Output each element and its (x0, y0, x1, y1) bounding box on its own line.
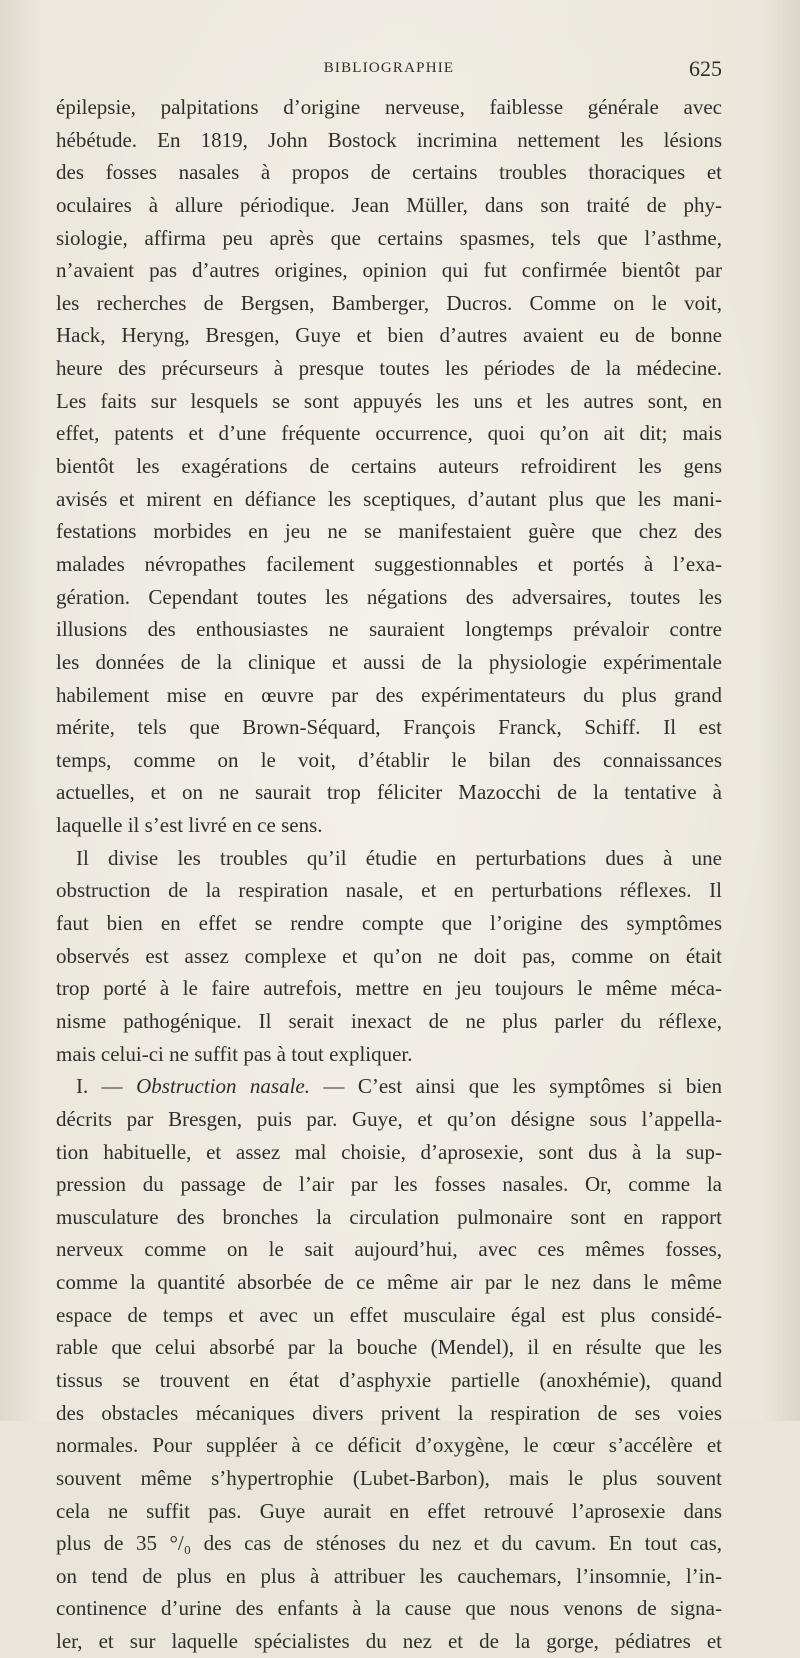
text-line: laquelle il s’est livré en ce sens. (56, 813, 323, 838)
text-line: temps, comme on le voit, d’établir le bilan des connaissances (56, 747, 722, 772)
text-line: trop porté à le faire autrefois, mettre en jeu toujours le même méca- (56, 976, 722, 1001)
text-line: siologie, affirma peu après que certains spasmes, tels que l’asthme, (56, 225, 722, 250)
body-text (56, 91, 722, 1658)
text-line: des fosses nasales à propos de certains troubles thoraciques et (56, 160, 722, 185)
text-line: effet, patents et d’une fréquente occurrence, quoi qu’on ait dit; mais (56, 421, 722, 446)
text-line: habilement mise en œuvre par des expérimentateurs du plus grand (56, 682, 722, 707)
text-line: comme la quantité absorbée de ce même air par le nez dans le même (56, 1270, 722, 1295)
text-line: festations morbides en jeu ne se manifestaient guère que chez des (56, 519, 722, 544)
text-line: Il divise les troubles qu’il étudie en perturbations dues à une (76, 845, 722, 870)
text-line: ler, et sur laquelle spécialistes du nez et de la gorge, pédiatres et (56, 1629, 722, 1654)
section-heading-line (56, 1070, 722, 1103)
text-line: faut bien en effet se rendre compte que l’origine des symptômes (56, 911, 722, 936)
text-line: souvent même s’hypertrophie (Lubet-Barbon), mais le plus souvent (56, 1465, 722, 1490)
text-line: Hack, Heryng, Bresgen, Guye et bien d’autres avaient eu de bonne (56, 323, 722, 348)
text-line: oculaires à allure périodique. Jean Müller, dans son traité de phy- (56, 192, 722, 217)
text-line: normales. Pour suppléer à ce déficit d’oxygène, le cœur s’accélère et (56, 1433, 722, 1458)
text-line: épilepsie, palpitations d’origine nerveuse, faiblesse générale avec (56, 95, 722, 119)
text-line: heure des précurseurs à presque toutes les périodes de la médecine. (56, 356, 722, 381)
text-line: continence d’urine des enfants à la cause que nous venons de signa- (56, 1596, 722, 1621)
text-line: tion habituelle, et assez mal choisie, d’aprosexie, sont dus à la sup- (56, 1139, 722, 1164)
running-head (56, 56, 722, 80)
text-line: gération. Cependant toutes les négations des adversaires, toutes les (56, 584, 722, 609)
text-line: tissus se trouvent en état d’asphyxie partielle (anoxhémie), quand (56, 1367, 722, 1392)
text-line: nerveux comme on le sait aujourd’hui, avec ces mêmes fosses, (56, 1237, 722, 1262)
section-heading-rest: — C’est ainsi que les symptômes si bien (309, 1074, 722, 1099)
section-title: Obstruction nasale. (136, 1074, 310, 1099)
paragraph-3-obstruction-nasale (56, 1070, 722, 1658)
text-line: n’avaient pas d’autres origines, opinion qui fut confirmée bientôt par (56, 258, 722, 283)
text-line: rable que celui absorbé par la bouche (Mendel), il en résulte que les (56, 1335, 722, 1360)
text-line: des obstacles mécaniques divers privent la respiration de ses voies (56, 1400, 722, 1425)
text-line: bientôt les exagérations de certains auteurs refroidirent les gens (56, 454, 722, 479)
text-line: plus de 35 °/₀ des cas de sténoses du nez et du cavum. En tout cas, (56, 1531, 722, 1556)
text-line: espace de temps et avec un effet musculaire égal est plus considé- (56, 1302, 722, 1327)
text-line: nisme pathogénique. Il serait inexact de ne plus parler du réflexe, (56, 1008, 722, 1033)
text-line: on tend de plus en plus à attribuer les cauchemars, l’insomnie, l’in- (56, 1563, 722, 1588)
text-line: Les faits sur lesquels se sont appuyés les uns et les autres sont, en (56, 388, 722, 413)
paragraph-2 (56, 842, 722, 1070)
text-line: pression du passage de l’air par les fosses nasales. Or, comme la (56, 1172, 722, 1197)
text-line: cela ne suffit pas. Guye aurait en effet retrouvé l’aprosexie dans (56, 1498, 722, 1523)
text-line: mais celui-ci ne suffit pas à tout expliquer. (56, 1041, 413, 1066)
text-line: malades névropathes facilement suggestionnables et portés à l’exa- (56, 551, 722, 576)
text-line: observés est assez complexe et qu’on ne doit pas, comme on était (56, 943, 722, 968)
text-line: illusions des enthousiastes ne sauraient longtemps prévaloir contre (56, 617, 722, 642)
text-line: décrits par Bresgen, puis par. Guye, et qu’on désigne sous l’appella- (56, 1106, 722, 1131)
text-line: musculature des bronches la circulation pulmonaire sont en rapport (56, 1204, 722, 1229)
text-line: avisés et mirent en défiance les sceptiques, d’autant plus que les mani- (56, 486, 722, 511)
page-number: 625 (689, 56, 722, 81)
text-line: actuelles, et on ne saurait trop féliciter Mazocchi de la tentative à (56, 780, 722, 805)
text-line: les données de la clinique et aussi de la physiologie expérimentale (56, 649, 722, 674)
section-number: I. — (76, 1074, 137, 1099)
text-line: les recherches de Bergsen, Bamberger, Ducros. Comme on le voit, (56, 290, 722, 315)
text-line: hébétude. En 1819, John Bostock incrimina nettement les lésions (56, 127, 722, 152)
paragraph-1 (56, 91, 722, 842)
text-line: obstruction de la respiration nasale, et en perturbations réflexes. Il (56, 878, 722, 903)
text-line: mérite, tels que Brown-Séquard, François Franck, Schiff. Il est (56, 715, 722, 740)
running-title: BIBLIOGRAPHIE (323, 60, 455, 76)
